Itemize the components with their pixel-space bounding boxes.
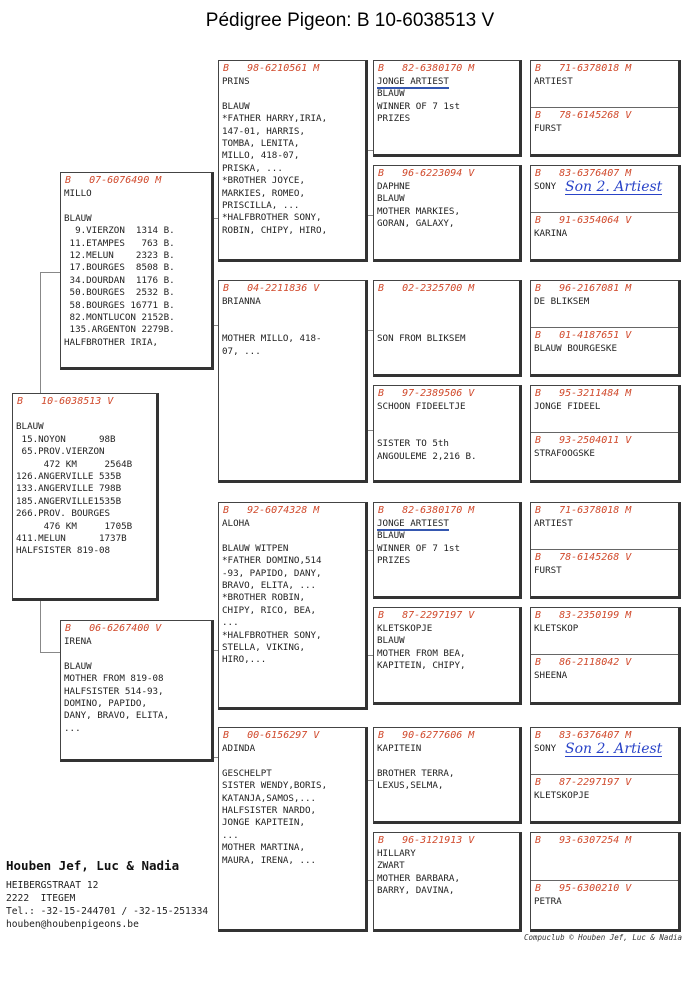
ring-number: B 83-6376407 M bbox=[535, 168, 632, 179]
ring-number: B 90-6277606 M bbox=[378, 730, 475, 741]
ring-number: B 83-2350199 M bbox=[535, 610, 632, 621]
pigeon-details: PRINS BLAUW *FATHER HARRY,IRIA, 147-01, HARRIS, TOMBA, LENITA, MILLO, 418-07, PRISKA, ... *BROTHER JOYCE, MARKIES, ROMEO, PRISCILLA, ... *HALFBROTHER SONY, ROBIN, CHIPY, HIRO, bbox=[222, 76, 328, 236]
pigeon-pair-gen4 bbox=[530, 502, 681, 599]
pigeon-name: DE BLIKSEM bbox=[534, 296, 590, 307]
pigeon-pair-gen4 bbox=[530, 385, 681, 483]
pigeon-details: MILLO BLAUW 9.VIERZON 1314 B. 11.ETAMPES 763 B. 12.MELUN 2323 B. 17.BOURGES 8508 B. 34.DOURDAN 1176 B. 50.BOURGES 2532 B. 58.BOURGES 16771 B. 82.MONTLUCON 2152B. 135.ARGENTON 2279B. HALFBROTHER IRIA, bbox=[64, 188, 175, 348]
ring-number: B 95-6300210 V bbox=[535, 883, 632, 894]
ring-number: B 10-6038513 V bbox=[17, 396, 114, 407]
pigeon-card-subject bbox=[12, 393, 159, 601]
pigeon-card-gen3 bbox=[373, 607, 522, 705]
ring-number: B 07-6076490 M bbox=[65, 175, 162, 186]
footer-credit: Compuclub © Houben Jef, Luc & Nadia bbox=[523, 933, 682, 942]
pigeon-name: JONGE FIDEEL bbox=[534, 401, 601, 412]
pigeon-name: SONY bbox=[534, 743, 557, 754]
connector-line bbox=[40, 652, 62, 653]
connector-line bbox=[40, 600, 41, 652]
ring-number: B 83-6376407 M bbox=[535, 730, 632, 741]
pigeon-entry bbox=[531, 503, 678, 550]
pigeon-details: SON FROM BLIKSEM bbox=[377, 333, 466, 345]
ring-number: B 06-6267400 V bbox=[65, 623, 162, 634]
ring-number: B 97-2389506 V bbox=[378, 388, 475, 399]
pigeon-card-gen3 bbox=[373, 280, 522, 377]
pigeon-details: BLAUW MOTHER MARKIES, GORAN, GALAXY, bbox=[377, 193, 460, 230]
pigeon-details: BLAUW MOTHER FROM BEA, KAPITEIN, CHIPY, bbox=[377, 635, 466, 672]
pigeon-pair-gen4 bbox=[530, 607, 681, 705]
pigeon-name: JONGE ARTIEST bbox=[377, 76, 449, 87]
ring-number: B 96-3121913 V bbox=[378, 835, 475, 846]
pigeon-details: ADINDA GESCHELPT SISTER WENDY,BORIS, KATANJA,SAMOS,... HALFSISTER NARDO, JONGE KAPITEIN, ... MOTHER MARTINA, MAURA, IRENA, ... bbox=[222, 743, 328, 866]
ring-number: B 01-4187651 V bbox=[535, 329, 632, 341]
pigeon-details: BLAUW WINNER OF 7 1st PRIZES bbox=[377, 88, 460, 125]
pigeon-name: HILLARY bbox=[377, 848, 416, 859]
page-title: Pédigree Pigeon: B 10-6038513 V bbox=[205, 10, 495, 31]
signature: Son 2. Artiest bbox=[565, 741, 663, 757]
pigeon-entry bbox=[531, 774, 678, 822]
owner-block bbox=[6, 858, 208, 931]
ring-number: B 96-2167081 M bbox=[535, 283, 632, 294]
pigeon-card-sire-sire bbox=[218, 60, 368, 262]
owner-email[interactable]: houben@houbenpigeons.be bbox=[6, 919, 139, 930]
pigeon-pair-gen4 bbox=[530, 280, 681, 377]
pigeon-entry bbox=[531, 608, 678, 655]
connector-line bbox=[40, 272, 62, 273]
ring-number: B 91-6354064 V bbox=[535, 214, 632, 226]
owner-city: 2222 ITEGEM bbox=[6, 893, 76, 904]
pigeon-details: IRENA BLAUW MOTHER FROM 819-08 HALFSISTER 514-93, DOMINO, PAPIDO, DANY, BRAVO, ELITA, ... bbox=[64, 636, 170, 734]
pigeon-card-gen3 bbox=[373, 502, 522, 599]
pigeon-card-dam-dam bbox=[218, 727, 368, 932]
pigeon-name: FURST bbox=[534, 564, 562, 576]
pigeon-name: KLETSKOP bbox=[534, 623, 579, 634]
ring-number: B 98-6210561 M bbox=[223, 63, 320, 74]
pigeon-card-gen3 bbox=[373, 60, 522, 157]
pigeon-pair-gen4 bbox=[530, 165, 681, 262]
signature: Son 2. Artiest bbox=[565, 179, 663, 195]
ring-number: B 96-6223094 V bbox=[378, 168, 475, 179]
ring-number: B 78-6145268 V bbox=[535, 551, 632, 563]
pigeon-card-gen3 bbox=[373, 832, 522, 932]
pigeon-entry bbox=[531, 432, 678, 480]
ring-number: B 00-6156297 V bbox=[223, 730, 320, 741]
ring-number: B 04-2211836 V bbox=[223, 283, 320, 294]
pigeon-name: PETRA bbox=[534, 896, 562, 907]
pigeon-entry bbox=[531, 833, 678, 881]
pigeon-card-gen3 bbox=[373, 385, 522, 483]
ring-number: B 87-2297197 V bbox=[535, 776, 632, 788]
pigeon-entry bbox=[531, 107, 678, 155]
ring-number: B 78-6145268 V bbox=[535, 109, 632, 121]
pigeon-entry bbox=[531, 549, 678, 597]
pigeon-entry bbox=[531, 386, 678, 433]
owner-phone: Tel.: -32-15-244701 / -32-15-251334 bbox=[6, 906, 209, 917]
pigeon-details: BLAUW 15.NOYON 98B 65.PROV.VIERZON 472 KM 2564B 126.ANGERVILLE 535B 133.ANGERVILLE 798B 185.ANGERVILLE1535B 266.PROV. BOURGES 476 KM 1705B 411.MELUN 1737B HALFSISTER 819-08 bbox=[16, 421, 133, 557]
pigeon-entry bbox=[531, 281, 678, 328]
pigeon-name: ARTIEST bbox=[534, 76, 573, 87]
pigeon-details: ALOHA BLAUW WITPEN *FATHER DOMINO,514 -93, PAPIDO, DANY, BRAVO, ELITA, ... *BROTHER ROBIN, CHIPY, RICO, BEA, ... *HALFBROTHER SONY, STELLA, VIKING, HIRO,... bbox=[222, 518, 322, 666]
pigeon-pair-gen4 bbox=[530, 832, 681, 932]
pigeon-details: SISTER TO 5th ANGOULEME 2,216 B. bbox=[377, 438, 477, 462]
pigeon-name: BLAUW BOURGESKE bbox=[534, 342, 617, 354]
pigeon-entry bbox=[531, 327, 678, 375]
pigeon-card-sire bbox=[60, 172, 214, 370]
pigeon-card-dam-sire bbox=[218, 502, 368, 710]
pigeon-entry bbox=[531, 654, 678, 702]
pigeon-details: BRIANNA MOTHER MILLO, 418- 07, ... bbox=[222, 296, 322, 357]
pigeon-name: SCHOON FIDEELTJE bbox=[377, 401, 466, 412]
pigeon-details: BROTHER TERRA, LEXUS,SELMA, bbox=[377, 767, 455, 792]
pigeon-name: KLETSKOPJE bbox=[377, 623, 433, 634]
pigeon-entry bbox=[531, 212, 678, 260]
ring-number: B 71-6378018 M bbox=[535, 63, 632, 74]
pigeon-details: BLAUW WINNER OF 7 1st PRIZES bbox=[377, 530, 460, 567]
ring-number: B 87-2297197 V bbox=[378, 610, 475, 621]
pigeon-card-sire-dam bbox=[218, 280, 368, 483]
pigeon-pair-gen4 bbox=[530, 60, 681, 157]
owner-street: HEIBERGSTRAAT 12 bbox=[6, 880, 99, 891]
pigeon-name: FURST bbox=[534, 122, 562, 134]
ring-number: B 02-2325700 M bbox=[378, 283, 475, 294]
ring-number: B 82-6380170 M bbox=[378, 63, 475, 74]
pigeon-card-gen3 bbox=[373, 727, 522, 824]
owner-name: Houben Jef, Luc & Nadia bbox=[6, 858, 180, 873]
pigeon-name: DAPHNE bbox=[377, 181, 411, 192]
ring-number: B 93-2504011 V bbox=[535, 435, 632, 446]
pigeon-name: ARTIEST bbox=[534, 518, 573, 529]
ring-number: B 86-2118042 V bbox=[535, 657, 632, 668]
pigeon-name: SONY bbox=[534, 181, 557, 192]
ring-number: B 93-6307254 M bbox=[535, 835, 632, 846]
pigeon-card-gen3 bbox=[373, 165, 522, 262]
pigeon-name: STRAFOOGSKE bbox=[534, 448, 595, 459]
ring-number: B 95-3211484 M bbox=[535, 388, 632, 399]
pigeon-card-dam bbox=[60, 620, 214, 762]
pigeon-entry bbox=[531, 61, 678, 108]
pigeon-details: ZWART MOTHER BARBARA, BARRY, DAVINA, bbox=[377, 860, 460, 897]
ring-number: B 71-6378018 M bbox=[535, 505, 632, 516]
pigeon-name: KARINA bbox=[534, 227, 568, 239]
ring-number: B 82-6380170 M bbox=[378, 505, 475, 516]
pigeon-name: JONGE ARTIEST bbox=[377, 518, 449, 529]
pigeon-name: KAPITEIN bbox=[377, 743, 422, 754]
pigeon-name: SHEENA bbox=[534, 670, 568, 681]
pigeon-entry bbox=[531, 880, 678, 929]
connector-line bbox=[40, 272, 41, 394]
ring-number: B 92-6074328 M bbox=[223, 505, 320, 516]
pigeon-pair-gen4 bbox=[530, 727, 681, 824]
pigeon-name: KLETSKOPJE bbox=[534, 789, 590, 801]
